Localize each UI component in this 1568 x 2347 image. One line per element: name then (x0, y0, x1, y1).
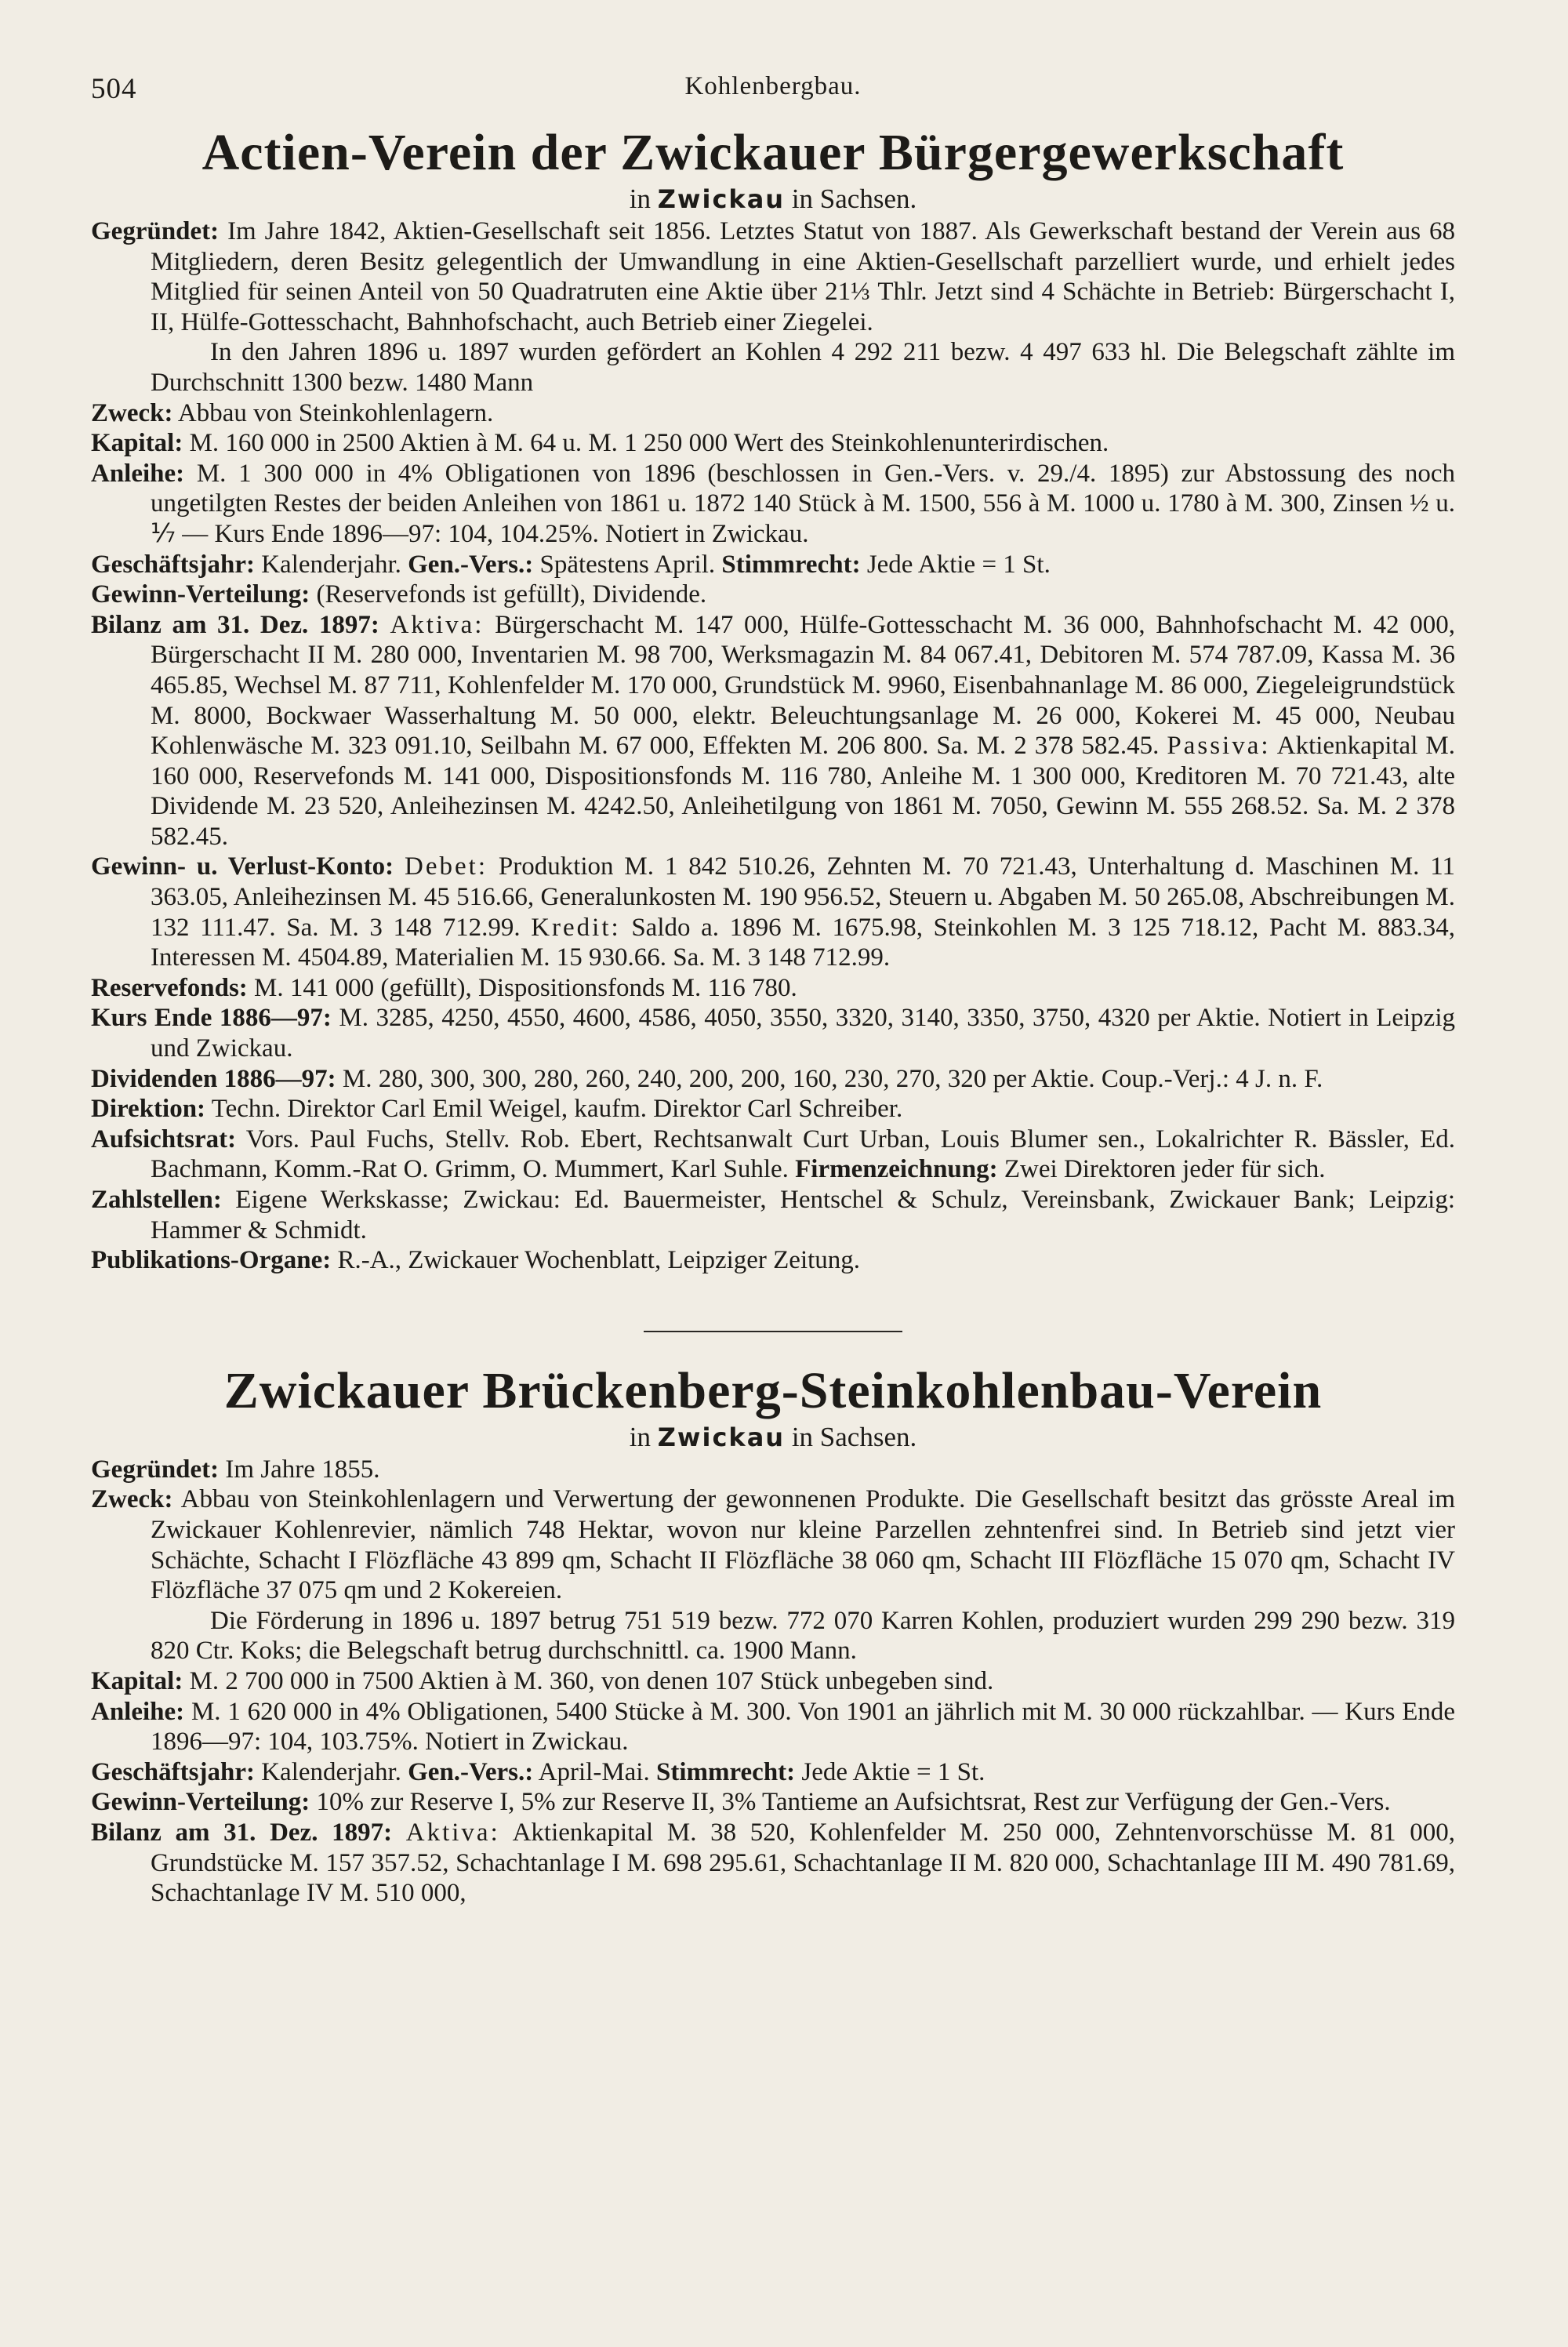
field-geschaeftsjahr (91, 1757, 1455, 1788)
field-gewinn-verteilung (91, 579, 1455, 610)
field-value: M. 2 700 000 in 7500 Aktien à M. 360, von denen 107 Stück unbegeben sind. (189, 1666, 994, 1695)
field-label: Zweck: (91, 398, 173, 427)
field-publikations-organe (91, 1245, 1455, 1276)
field-label: Stimmrecht: (655, 1757, 796, 1786)
field-gegruendet (91, 1455, 1455, 1485)
field-value: Bürgerschacht M. 147 000, Hülfe-Gottesschacht M. 36 000, Bahnhofschacht M. 42 000, Bürgerschacht II M. 280 000, Inventarien M. 98 700, Werksmagazin M. 84 067.41, Debitoren M. 574 787.09, Kassa M. 36 465.85, Wechsel M. 87 711, Kohlenfelder M. 170 000, Grundstück M. 9960, Eisenbahnanlage M. 86 000, Ziegeleigrundstück M. 8000, Bockwaer Wasserhaltung M. 50 000, elektr. Beleuchtungsanlage M. 26 000, Kokerei M. 45 000, Neubau Kohlenwäsche M. 323 091.10, Seilbahn M. 67 000, Effekten M. 206 800. Sa. M. 2 378 582.45. (151, 610, 1456, 761)
field-value: Produktion M. 1 842 510.26, Zehnten M. 70 721.43, Unterhaltung d. Maschinen M. 11 363.05, Anleihezinsen M. 45 516.66, Generalunkosten M. 190 956.52, Steuern u. Abgaben M. 50 265.08, Abschreibungen M. 132 111.47. Sa. M. 3 148 712.99. (151, 852, 1455, 942)
field-label: Zahlstellen: (91, 1186, 222, 1214)
field-value: In den Jahren 1896 u. 1897 wurden gefördert an Kohlen 4 292 211 bezw. 4 497 633 hl. Die Belegschaft zählte im Durchschnitt 1300 bezw. 1480 Mann (151, 338, 1455, 397)
field-bilanz (91, 610, 1455, 852)
field-label: Anleihe: (91, 459, 185, 488)
field-label: Kapital: (91, 1666, 183, 1695)
field-value: Jede Aktie = 1 St. (866, 550, 1051, 579)
field-zweck (91, 398, 1455, 429)
field-label: Dividenden 1886—97: (91, 1064, 336, 1093)
page-number: 504 (91, 73, 137, 105)
field-zweck-continuation (91, 1606, 1455, 1666)
field-reservefonds (91, 973, 1455, 1004)
field-sublabel: Aktiva: (390, 610, 485, 639)
running-header (91, 63, 1455, 118)
field-sublabel: Kredit: (531, 913, 621, 942)
company-location-1 (91, 183, 1455, 215)
field-label: Bilanz am 31. Dez. 1897: (91, 610, 379, 639)
document-page (91, 63, 1455, 1909)
field-value: Kalenderjahr. (261, 1757, 401, 1786)
field-sublabel: Aktiva: (405, 1818, 500, 1847)
field-value: Techn. Direktor Carl Emil Weigel, kaufm. Direktor Carl Schreiber. (211, 1095, 903, 1124)
field-dividenden (91, 1064, 1455, 1095)
field-value: Im Jahre 1855. (225, 1455, 380, 1484)
field-gegruendet-continuation (91, 337, 1455, 398)
field-value: M. 1 620 000 in 4% Obligationen, 5400 Stücke à M. 300. Von 1901 an jährlich mit M. 30 000 rückzahlbar. — Kurs Ende 1896—97: 104, 103.75%. Notiert in Zwickau. (151, 1697, 1455, 1757)
field-aufsichtsrat (91, 1124, 1455, 1185)
company-entry-1 (91, 122, 1455, 1276)
field-label: Gewinn- u. Verlust-Konto: (91, 852, 394, 881)
field-sublabel: Passiva: (1167, 732, 1271, 761)
location-prefix: in (629, 183, 651, 214)
field-value: Vors. Paul Fuchs, Stellv. Rob. Ebert, Rechtsanwalt Curt Urban, Louis Blumer sen., Lokalrichter R. Bässler, Ed. Bachmann, Komm.-Rat O. Grimm, O. Mummert, Karl Suhle. (151, 1124, 1456, 1184)
field-value: R.-A., Zwickauer Wochenblatt, Leipziger Zeitung. (337, 1246, 861, 1275)
field-bilanz (91, 1818, 1455, 1909)
field-kurs (91, 1003, 1455, 1063)
field-value: Aktienkapital M. 160 000, Reservefonds M. 141 000, Dispositionsfonds M. 116 780, Anleihe M. 1 300 000, Kreditoren M. 70 721.43, alte Dividende M. 23 520, Anleihezinsen M. 4242.50, Anleihetilgung von 1861 M. 7050, Gewinn M. 555 268.52. Sa. M. 2 378 582.45. (151, 732, 1455, 851)
field-label: Kurs Ende 1886—97: (91, 1004, 332, 1033)
field-label: Geschäftsjahr: (91, 1757, 255, 1786)
location-suffix: in Sachsen. (791, 183, 917, 214)
section-divider (644, 1331, 902, 1332)
field-value: M. 1 300 000 in 4% Obligationen von 1896 (beschlossen in Gen.-Vers. v. 29./4. 1895) zur Abstossung des noch ungetilgten Restes der beiden Anleihen von 1861 u. 1872 140 Stück à M. 1500, 556 à M. 1000 u. 1780 à M. 300, Zinsen ½ u. ⅐ — Kurs Ende 1896—97: 104, 104.25%. Notiert in Zwickau. (151, 459, 1455, 548)
field-value: (Reservefonds ist gefüllt), Dividende. (316, 580, 707, 609)
field-label: Gen.-Vers.: (408, 1757, 534, 1786)
field-label: Gen.-Vers.: (408, 550, 534, 579)
field-value: Zwei Direktoren jeder für sich. (1004, 1155, 1326, 1184)
location-prefix: in (629, 1421, 651, 1452)
field-label: Gewinn-Verteilung: (91, 1788, 310, 1817)
field-value: M. 280, 300, 300, 280, 260, 240, 200, 200, 160, 230, 270, 320 per Aktie. Coup.-Verj.: 4 J. n. F. (342, 1064, 1323, 1093)
field-label: Reservefonds: (91, 973, 248, 1002)
field-label: Aufsichtsrat: (91, 1124, 237, 1154)
field-sublabel: Debet: (405, 852, 488, 881)
field-label: Direktion: (91, 1095, 206, 1124)
field-value: M. 3285, 4250, 4550, 4600, 4586, 4050, 3550, 3320, 3140, 3350, 3750, 4320 per Aktie. Notiert in Leipzig und Zwickau. (151, 1004, 1456, 1063)
field-value: Abbau von Steinkohlenlagern. (177, 398, 494, 427)
field-value: Abbau von Steinkohlenlagern und Verwertung der gewonnenen Produkte. Die Gesellschaft besitzt das grösste Areal im Zwickauer Kohlenrevier, nämlich 748 Hektar, wovon nur kleine Parzellen zehntenfrei sind. In Betrieb sind jetzt vier Schächte, Schacht I Flözfläche 43 899 qm, Schacht II Flözfläche 38 060 qm, Schacht III Flözfläche 15 070 qm, Schacht IV Flözfläche 37 075 qm und 2 Kokereien. (151, 1485, 1455, 1605)
field-zahlstellen (91, 1185, 1455, 1245)
company-title-2: Zwickauer Brückenberg-Steinkohlenbau-Verein (223, 1361, 1323, 1419)
field-anleihe (91, 1697, 1455, 1757)
field-label: Gegründet: (91, 1455, 220, 1484)
field-anleihe (91, 459, 1455, 550)
field-value: Spätestens April. (539, 550, 716, 579)
field-value: M. 160 000 in 2500 Aktien à M. 64 u. M. 1 250 000 Wert des Steinkohlenunterirdischen. (189, 429, 1109, 458)
field-gegruendet (91, 216, 1455, 337)
field-geschaeftsjahr (91, 550, 1455, 580)
field-value: M. 141 000 (gefüllt), Dispositionsfonds M. 116 780. (254, 973, 797, 1002)
field-value: April-Mai. (538, 1757, 650, 1786)
field-label: Zweck: (91, 1485, 173, 1514)
field-value: Kalenderjahr. (261, 550, 401, 579)
field-label: Anleihe: (91, 1697, 185, 1726)
location-city: Zwickau (657, 1422, 786, 1452)
company-title-1: Actien-Verein der Zwickauer Bürgergewerkschaft (201, 124, 1345, 181)
field-gewinn-verlust (91, 852, 1455, 972)
field-zweck (91, 1484, 1455, 1605)
location-city: Zwickau (657, 184, 786, 214)
field-label: Gegründet: (91, 217, 220, 245)
running-title: Kohlenbergbau. (684, 72, 862, 100)
field-value: Saldo a. 1896 M. 1675.98, Steinkohlen M. 3 125 718.12, Pacht M. 883.34, Interessen M. 4504.89, Materialien M. 15 930.66. Sa. M. 3 148 712.99. (151, 913, 1456, 972)
field-label: Geschäftsjahr: (91, 550, 255, 579)
location-suffix: in Sachsen. (791, 1421, 917, 1452)
company-location-2 (91, 1422, 1455, 1453)
field-value: Eigene Werkskasse; Zwickau: Ed. Bauermeister, Hentschel & Schulz, Vereinsbank, Zwickauer Bank; Leipzig: Hammer & Schmidt. (151, 1186, 1455, 1244)
field-value: Im Jahre 1842, Aktien-Gesellschaft seit 1856. Letztes Statut von 1887. Als Gewerkschaft bestand der Verein aus 68 Mitgliedern, deren Besitz gelegentlich der Umwandlung in eine Aktien-Gesellschaft parzelliert wurde, und erhielt jedes Mitglied für seinen Anteil von 50 Quadratruten eine Aktie über 21⅓ Thlr. Jetzt sind 4 Schächte in Betrieb: Bürgerschacht I, II, Hülfe-Gottesschacht, Bahnhofschacht, auch Betrieb einer Ziegelei. (151, 217, 1455, 336)
field-label: Gewinn-Verteilung: (91, 580, 310, 609)
field-gewinn-verteilung (91, 1787, 1455, 1818)
field-value: Die Förderung in 1896 u. 1897 betrug 751 519 bezw. 772 070 Karren Kohlen, produziert wurden 299 290 bezw. 319 820 Ctr. Koks; die Belegschaft betrug durchschnittl. ca. 1900 Mann. (151, 1606, 1455, 1666)
field-label: Bilanz am 31. Dez. 1897: (91, 1818, 393, 1847)
field-direktion (91, 1094, 1455, 1124)
field-value: 10% zur Reserve I, 5% zur Reserve II, 3% Tantieme an Aufsichtsrat, Rest zur Verfügung der Gen.-Vers. (316, 1788, 1391, 1817)
field-label: Kapital: (91, 429, 183, 458)
field-label: Firmenzeichnung: (795, 1155, 998, 1184)
field-value: Jede Aktie = 1 St. (801, 1757, 985, 1786)
field-label: Publikations-Organe: (91, 1246, 332, 1275)
company-entry-2 (91, 1361, 1455, 1909)
field-kapital (91, 428, 1455, 459)
field-label: Stimmrecht: (721, 550, 861, 579)
field-kapital (91, 1666, 1455, 1697)
field-value: Aktienkapital M. 38 520, Kohlenfelder M. 250 000, Zehntenvorschüsse M. 81 000, Grundstücke M. 157 357.52, Schachtanlage I M. 698 295.61, Schachtanlage II M. 820 000, Schachtanlage III M. 490 781.69, Schachtanlage IV M. 510 000, (151, 1818, 1456, 1908)
